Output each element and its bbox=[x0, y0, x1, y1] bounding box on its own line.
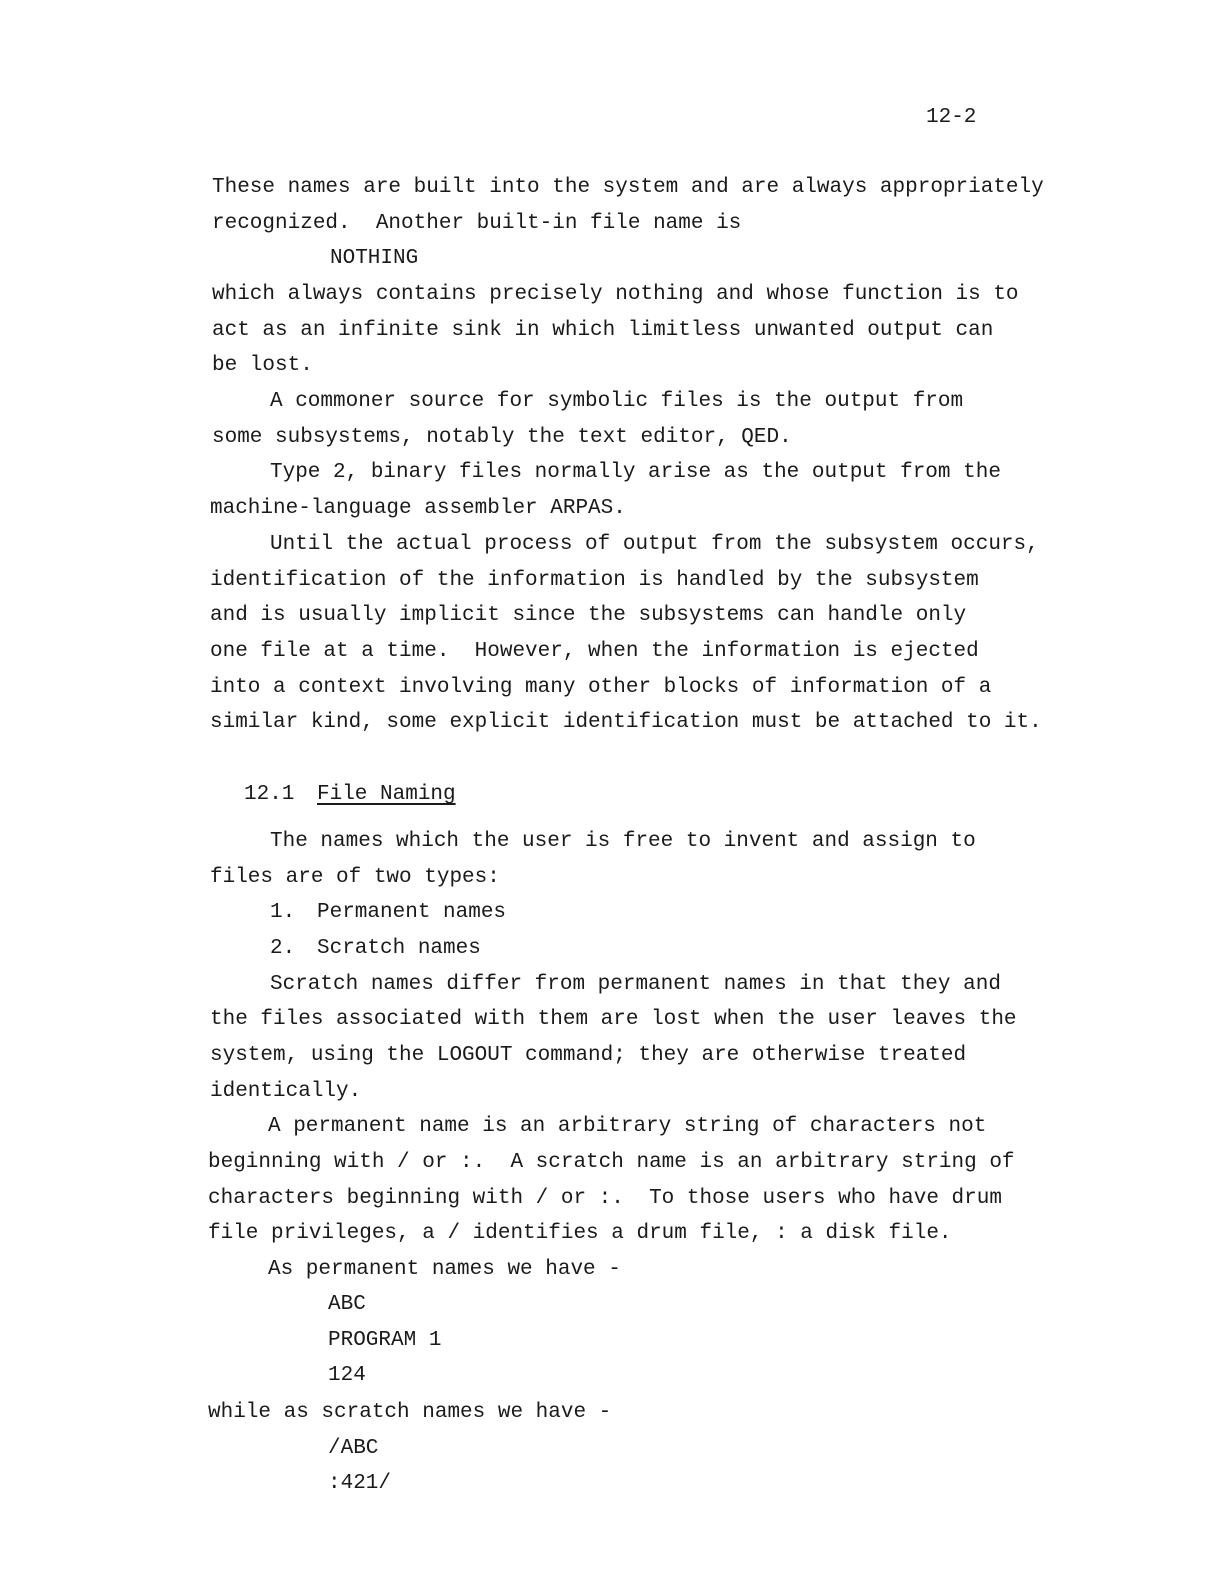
text-line: identification of the information is handled by the subsystem bbox=[210, 569, 979, 592]
list-number: 2. bbox=[270, 937, 296, 960]
scratch-example: :421/ bbox=[328, 1472, 392, 1495]
scratch-example: /ABC bbox=[328, 1437, 379, 1460]
text-line: be lost. bbox=[212, 354, 313, 377]
section-number: 12.1 bbox=[244, 783, 295, 806]
list-item: Permanent names bbox=[317, 901, 507, 924]
text-line: which always contains precisely nothing and whose function is to bbox=[212, 283, 1019, 306]
text-line: beginning with / or :. A scratch name is an arbitrary string of bbox=[208, 1151, 1015, 1174]
text-line: and is usually implicit since the subsystems can handle only bbox=[210, 604, 967, 627]
permanent-example: PROGRAM 1 bbox=[328, 1329, 442, 1352]
text-line: Until the actual process of output from the subsystem occurs, bbox=[270, 533, 1039, 556]
text-line: Type 2, binary files normally arise as the output from the bbox=[270, 461, 1001, 484]
text-line: into a context involving many other blocks of information of a bbox=[210, 676, 992, 699]
text-line: some subsystems, notably the text editor, QED. bbox=[212, 426, 792, 449]
text-line: The names which the user is free to invent and assign to bbox=[270, 830, 976, 853]
text-line: one file at a time. However, when the information is ejected bbox=[210, 640, 979, 663]
text-line: characters beginning with / or :. To those users who have drum bbox=[208, 1187, 1002, 1210]
text-line: similar kind, some explicit identification must be attached to it. bbox=[210, 711, 1042, 734]
text-line: A commoner source for symbolic files is the output from bbox=[270, 390, 964, 413]
builtin-name-nothing: NOTHING bbox=[330, 247, 419, 270]
page-number: 12-2 bbox=[926, 106, 977, 129]
text-line: These names are built into the system and are always appropriately bbox=[212, 176, 1044, 199]
text-line: identically. bbox=[210, 1080, 362, 1103]
list-number: 1. bbox=[270, 901, 296, 924]
permanent-example: 124 bbox=[328, 1364, 366, 1387]
text-line: machine-language assembler ARPAS. bbox=[210, 497, 626, 520]
list-item: Scratch names bbox=[317, 937, 481, 960]
section-title: File Naming bbox=[317, 783, 456, 806]
permanent-intro: As permanent names we have - bbox=[268, 1258, 621, 1281]
scratch-intro: while as scratch names we have - bbox=[208, 1401, 612, 1424]
text-line: file privileges, a / identifies a drum file, : a disk file. bbox=[208, 1222, 952, 1245]
text-line: Scratch names differ from permanent names in that they and bbox=[270, 973, 1001, 996]
text-line: the files associated with them are lost when the user leaves the bbox=[210, 1008, 1017, 1031]
permanent-example: ABC bbox=[328, 1293, 366, 1316]
text-line: act as an infinite sink in which limitless unwanted output can bbox=[212, 319, 994, 342]
text-line: system, using the LOGOUT command; they are otherwise treated bbox=[210, 1044, 967, 1067]
text-line: recognized. Another built-in file name is bbox=[212, 212, 742, 235]
text-line: files are of two types: bbox=[210, 866, 500, 889]
text-line: A permanent name is an arbitrary string of characters not bbox=[268, 1115, 987, 1138]
